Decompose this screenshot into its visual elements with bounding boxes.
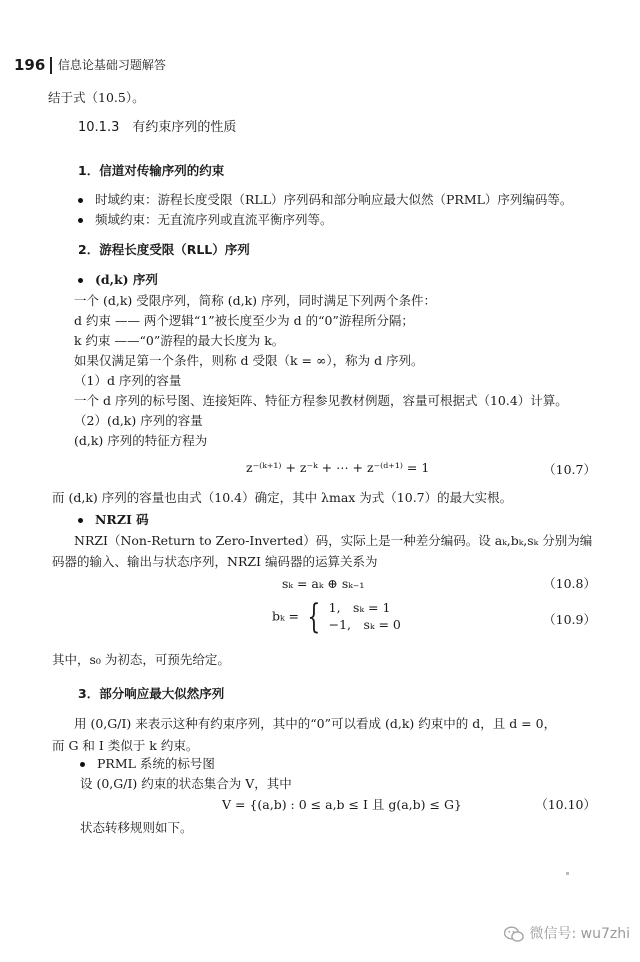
bullet-icon	[78, 278, 83, 283]
equation-number: （10.10）	[535, 797, 596, 812]
equation-number: （10.7）	[543, 462, 596, 477]
text-line: 一个 (d,k) 受限序列，简称 (d,k) 序列，同时满足下列两个条件：	[74, 293, 437, 308]
equation-10-7: z⁻⁽ᵏ⁺¹⁾ + z⁻ᵏ + ⋯ + z⁻⁽ᵈ⁺¹⁾ = 1	[246, 460, 430, 475]
equation-10-10: V = {(a,b) : 0 ≤ a,b ≤ I 且 g(a,b) ≤ G}	[222, 797, 462, 812]
bullet-item	[78, 192, 572, 208]
bullet-text: 时域约束：游程长度受限（RLL）序列码和部分响应最大似然（PRML）序列编码等。	[95, 192, 573, 207]
text-line: 而 (d,k) 序列的容量也由式（10.4）确定，其中 λmax 为式（10.7）的最大实根。	[52, 490, 513, 505]
text-line: （2）(d,k) 序列的容量	[74, 413, 203, 428]
text-line: 一个 d 序列的标号图、连接矩阵、特征方程参见教材例题，容量可根据式（10.4）计算。	[74, 393, 568, 408]
watermark	[504, 926, 630, 944]
running-header	[14, 56, 166, 75]
bullet-text: PRML 系统的标号图	[97, 756, 215, 771]
text-line: 结于式（10.5）。	[48, 90, 145, 105]
equation-cases	[329, 600, 401, 634]
brace-glyph: {	[307, 597, 321, 637]
page-number: 196	[14, 56, 46, 74]
text-line: 状态转移规则如下。	[80, 820, 193, 835]
subsection-heading: 2．游程长度受限（RLL）序列	[78, 242, 250, 257]
subsection-heading: 3．部分响应最大似然序列	[78, 686, 225, 701]
bullet-icon	[80, 762, 85, 767]
bullet-item	[78, 212, 333, 228]
text-line: 设 (0,G/I) 约束的状态集合为 V，其中	[80, 776, 292, 791]
equation-number: （10.9）	[543, 612, 596, 627]
bullet-text: NRZI 码	[95, 512, 149, 527]
text-line: （1）d 序列的容量	[74, 373, 182, 388]
bullet-text: (d,k) 序列	[95, 272, 158, 287]
bullet-item	[78, 272, 158, 288]
text-line: 如果仅满足第一个条件，则称 d 受限（k = ∞），称为 d 序列。	[74, 353, 424, 368]
bullet-text: 频域约束：无直流序列或直流平衡序列等。	[95, 212, 333, 227]
header-divider	[50, 57, 52, 74]
bullet-item	[78, 512, 149, 528]
bullet-item	[80, 756, 215, 772]
subsection-heading: 1．信道对传输序列的约束	[78, 163, 225, 178]
equation-10-9	[272, 597, 401, 637]
text-line: (d,k) 序列的特征方程为	[74, 433, 208, 448]
equation-number: （10.8）	[543, 576, 596, 591]
text-line: 用 (0,G/I) 来表示这种有约束序列，其中的“0”可以看成 (d,k) 约束中的 d，且 d = 0，	[74, 716, 557, 731]
equation-10-8: sₖ = aₖ ⊕ sₖ₋₁	[282, 576, 365, 591]
case-line: 1, sₖ = 1	[328, 600, 391, 616]
bullet-icon	[78, 518, 83, 523]
bullet-icon	[78, 198, 83, 203]
equation-lhs: bₖ =	[272, 608, 300, 624]
watermark-text: 微信号: wu7zhi	[529, 926, 630, 942]
book-title: 信息论基础习题解答	[57, 57, 166, 72]
text-line: k 约束 ——“0”游程的最大长度为 k。	[74, 333, 285, 348]
text-line: NRZI（Non-Return to Zero-Inverted）码，实际上是一种差分编码。设 aₖ,bₖ,sₖ 分别为编	[74, 533, 593, 548]
text-line: d 约束 —— 两个逻辑“1”被长度至少为 d 的“0”游程所分隔；	[74, 313, 414, 328]
bullet-icon	[78, 218, 83, 223]
scan-speck	[566, 872, 569, 875]
section-heading: 10.1.3 有约束序列的性质	[78, 120, 237, 135]
wechat-icon	[504, 926, 524, 943]
text-line: 码器的输入、输出与状态序列，NRZI 编码器的运算关系为	[52, 554, 378, 569]
text-line: 其中，s₀ 为初态，可预先给定。	[52, 652, 230, 667]
case-line: −1, sₖ = 0	[328, 617, 401, 632]
text-line: 而 G 和 I 类似于 k 约束。	[52, 738, 199, 753]
